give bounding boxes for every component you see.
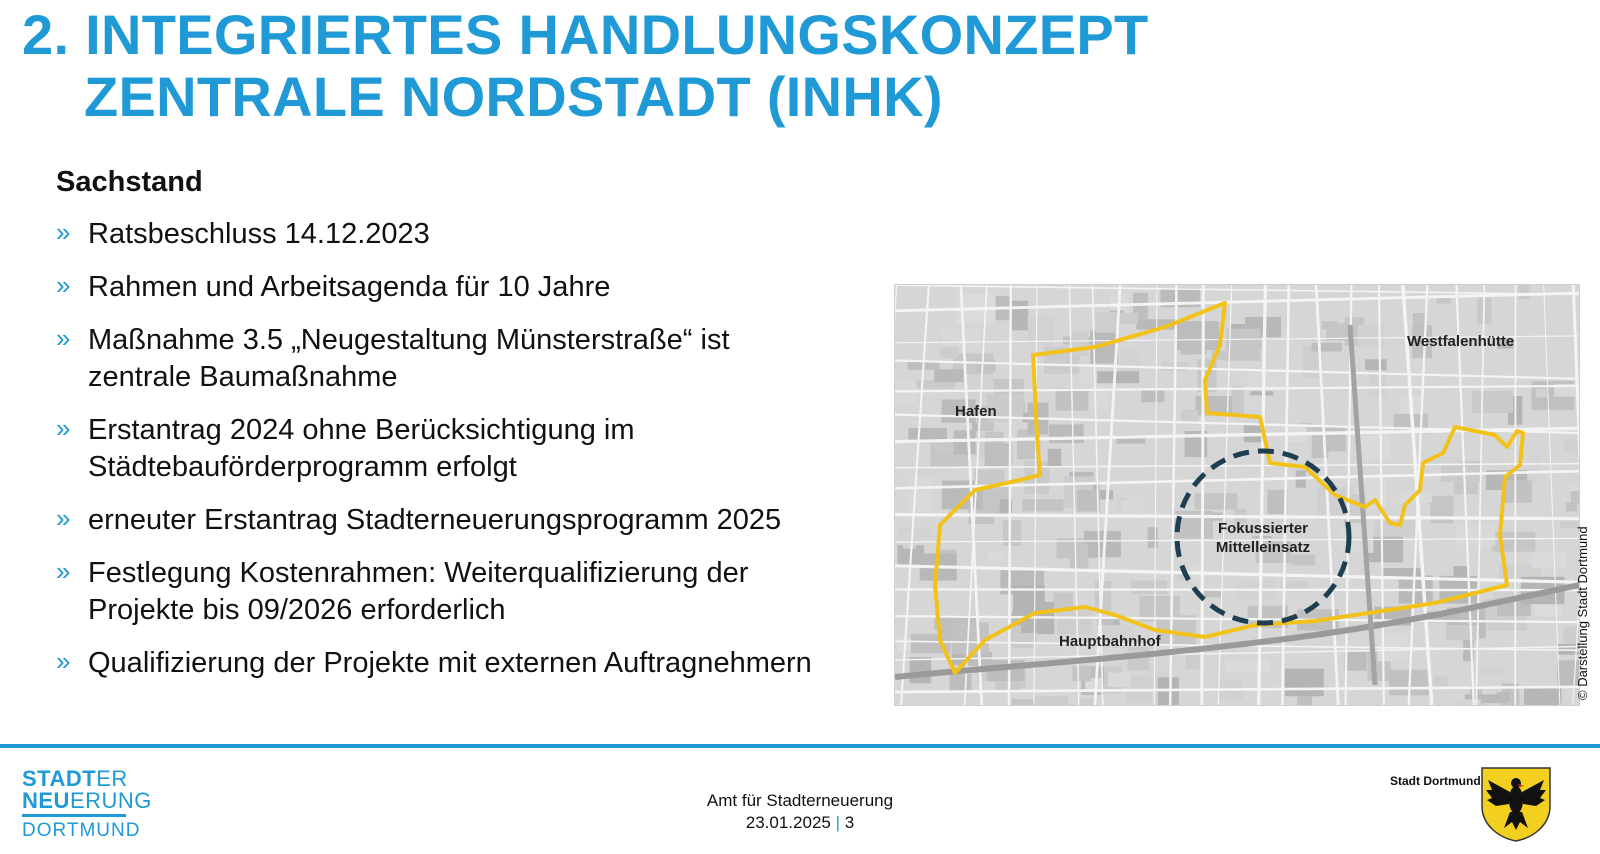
bullet-item	[56, 412, 896, 486]
slide-title-line-2: ZENTRALE NORDSTADT (INHK)	[84, 65, 943, 128]
bullet-item	[56, 216, 896, 253]
bullet-marker-icon: »	[56, 323, 71, 353]
bullet-marker-icon: »	[56, 413, 71, 443]
district-map	[894, 284, 1580, 706]
bullet-item	[56, 502, 896, 539]
map-label-focus-line-1: Fokussierter	[1217, 520, 1309, 537]
city-name: Stadt Dortmund	[1390, 774, 1481, 788]
section-heading: Sachstand	[56, 166, 203, 198]
bullet-item	[56, 645, 896, 682]
footer-date: 23.01.2025	[745, 813, 831, 832]
footer-divider	[0, 744, 1600, 748]
bullet-text-line: Ratsbeschluss 14.12.2023	[88, 218, 430, 250]
bullet-marker-icon: »	[56, 646, 71, 676]
bullet-text-line: Festlegung Kostenrahmen: Weiterqualifizierung der	[88, 557, 749, 589]
bullet-item	[56, 322, 896, 396]
bullet-marker-icon: »	[56, 503, 71, 533]
footer-date-page	[0, 812, 1600, 834]
footer-info	[0, 790, 1600, 834]
dortmund-crest-icon	[1480, 766, 1552, 842]
bullet-text-line: Projekte bis 09/2026 erforderlich	[88, 594, 506, 626]
bullet-item	[56, 555, 896, 629]
bullet-text-line: erneuter Erstantrag Stadterneuerungsprogramm 2025	[88, 504, 782, 536]
department-name: Amt für Stadterneuerung	[706, 791, 894, 810]
slide-title-line-1: 2. INTEGRIERTES HANDLUNGSKONZEPT	[22, 3, 1149, 66]
map-label-hauptbahnhof: Hauptbahnhof	[1059, 633, 1161, 650]
logo-word-erung: ERUNG	[69, 788, 152, 813]
bullet-text-line: Qualifizierung der Projekte mit externen Auftragnehmern	[88, 647, 812, 679]
bullet-marker-icon: »	[56, 270, 71, 300]
map-label-westfalenhuette: Westfalenhütte	[1407, 333, 1515, 350]
bullet-text-line: Rahmen und Arbeitsagenda für 10 Jahre	[88, 271, 611, 303]
slide-title	[22, 4, 1149, 128]
map-label-focus-line-2: Mittelleinsatz	[1215, 539, 1311, 556]
map-label-focus	[1195, 519, 1331, 557]
bullet-text-line: zentrale Baumaßnahme	[88, 361, 398, 393]
map-label-hafen: Hafen	[955, 403, 997, 420]
logo-word-neu: NEU	[22, 788, 70, 813]
page-number: 3	[844, 813, 855, 832]
bullet-item	[56, 269, 896, 306]
bullet-text-line: Maßnahme 3.5 „Neugestaltung Münsterstraße“ ist	[88, 324, 730, 356]
bullet-text-line: Erstantrag 2024 ohne Berücksichtigung im	[88, 414, 635, 446]
map-credit: © Darstellung Stadt Dortmund	[1575, 526, 1590, 700]
bullet-list	[56, 216, 896, 698]
logo-word-er: ER	[96, 766, 128, 791]
bullet-text-line: Städtebauförderprogramm erfolgt	[88, 451, 517, 483]
bullet-marker-icon: »	[56, 556, 71, 586]
logo-word-dortmund: DORTMUND	[22, 820, 141, 841]
footer-separator: |	[835, 813, 841, 832]
logo-word-stadt: STADT	[22, 766, 97, 791]
bullet-marker-icon: »	[56, 217, 71, 247]
